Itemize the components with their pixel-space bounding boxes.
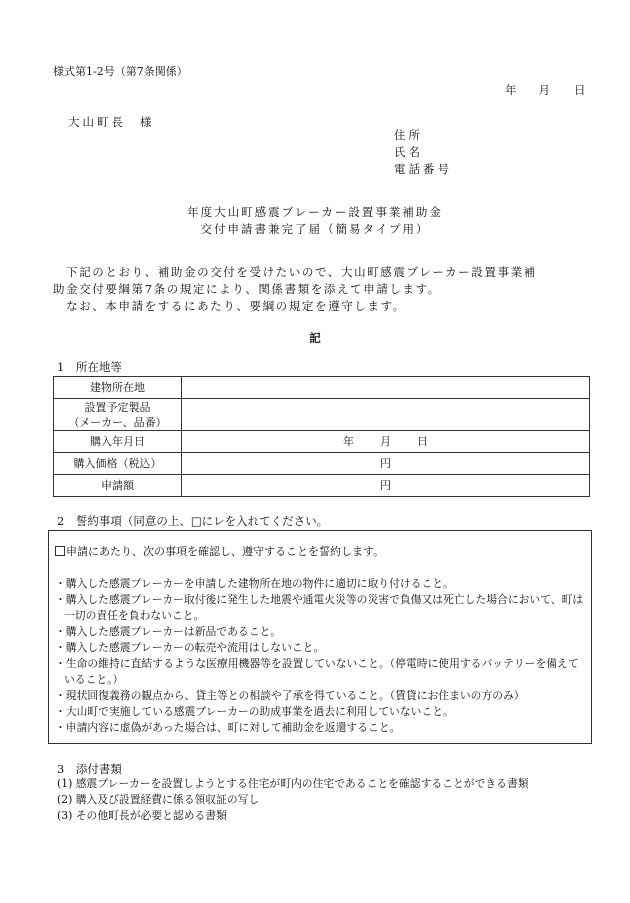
pledge-list (55, 576, 587, 736)
ki-heading: 記 (309, 331, 321, 345)
section2-heading: 2 誓約事項（同意の上、□にレを入れてください。 (57, 514, 329, 528)
pledge-lead-text: 申請にあたり、次の事項を確認し、遵守することを誓約します。 (66, 545, 385, 558)
date-line (505, 85, 586, 97)
addressee-name: 大山町長 (68, 115, 126, 129)
body-line: 助金交付要綱第7条の規定により、関係書類を添えて申請します。 (53, 282, 441, 296)
body-text (53, 267, 593, 318)
product-label (54, 399, 182, 431)
section1-heading: 1 所在地等 (57, 360, 122, 374)
list-item: ・購入した感震ブレーカーの転売や流用はしないこと。 (55, 641, 325, 654)
body-line: なお、本申請をするにあたり、要綱の規定を遵守します。 (53, 299, 406, 313)
purchase-year-label: 年 (343, 435, 354, 448)
table-row (54, 431, 590, 453)
pledge-checkbox[interactable] (55, 546, 65, 556)
list-item: (1) 感震ブレーカーを設置しようとする住宅が町内の住宅であることを確認することができる書類 (57, 777, 529, 790)
application-amount-value[interactable]: 円 (182, 475, 590, 497)
product-value[interactable] (182, 399, 590, 431)
document-title-line1: 年度大山町感震ブレーカー設置事業補助金 (187, 205, 443, 219)
section3-heading: 3 添付書類 (57, 762, 122, 776)
applicant-fields (394, 130, 452, 181)
purchase-date-value[interactable] (182, 431, 590, 453)
pledge-box (48, 530, 592, 744)
table-row (54, 453, 590, 475)
product-label-line1: 設置予定製品 (84, 400, 151, 414)
building-location-value[interactable] (182, 377, 590, 399)
attachment-list (57, 779, 529, 827)
list-item: ・購入した感震ブレーカー取付後に発生した地震や通電火災等の災害で負傷又は死亡した場合において、町は一切の責任を負わないこと。 (55, 593, 584, 622)
product-label-line2: （メーカー、品番） (68, 415, 167, 429)
application-amount-label: 申請額 (54, 475, 182, 497)
addressee-honorific: 様 (140, 115, 155, 129)
date-month-label: 月 (538, 83, 550, 97)
document-title-line2: 交付申請書兼完了届（簡易タイプ用） (200, 222, 430, 236)
date-day-label: 日 (574, 83, 586, 97)
list-item: ・生命の維持に直結するような医療用機器等を設置していないこと。（停電時に使用するバッテリーを備えていること。） (55, 657, 579, 686)
purchase-price-label: 購入価格（税込） (54, 453, 182, 475)
applicant-name-label: 氏名 (394, 145, 423, 159)
list-item: (3) その他町長が必要と認める書類 (57, 809, 227, 822)
list-item: ・申請内容に虚偽があった場合は、町に対して補助金を返還すること。 (55, 721, 401, 734)
date-year-label: 年 (505, 83, 517, 97)
location-table (53, 376, 590, 497)
table-row (54, 399, 590, 431)
list-item: ・現状回復義務の観点から、貸主等との相談や了承を得ていること。（賃貸にお住まいの方のみ） (55, 689, 525, 702)
purchase-day-label: 日 (417, 435, 428, 448)
applicant-address-label: 住所 (394, 128, 423, 142)
pledge-lead (55, 546, 384, 557)
table-row (54, 475, 590, 497)
form-number: 様式第1-2号（第7条関係） (53, 65, 188, 78)
purchase-month-label: 月 (380, 435, 391, 448)
list-item: ・大山町で実施している感震ブレーカーの助成事業を過去に利用していないこと。 (55, 705, 454, 718)
list-item: (2) 購入及び設置経費に係る領収証の写し (57, 793, 260, 806)
applicant-phone-label: 電話番号 (394, 162, 452, 176)
list-item: ・購入した感震ブレーカーは新品であること。 (55, 625, 282, 638)
building-location-label: 建物所在地 (54, 377, 182, 399)
addressee (68, 117, 155, 129)
body-line: 下記のとおり、補助金の交付を受けたいので、大山町感震ブレーカー設置事業補 (53, 265, 537, 279)
table-row (54, 377, 590, 399)
purchase-date-label: 購入年月日 (54, 431, 182, 453)
purchase-price-value[interactable]: 円 (182, 453, 590, 475)
list-item: ・購入した感震ブレーカーを申請した建物所在地の物件に適切に取り付けること。 (55, 577, 454, 590)
